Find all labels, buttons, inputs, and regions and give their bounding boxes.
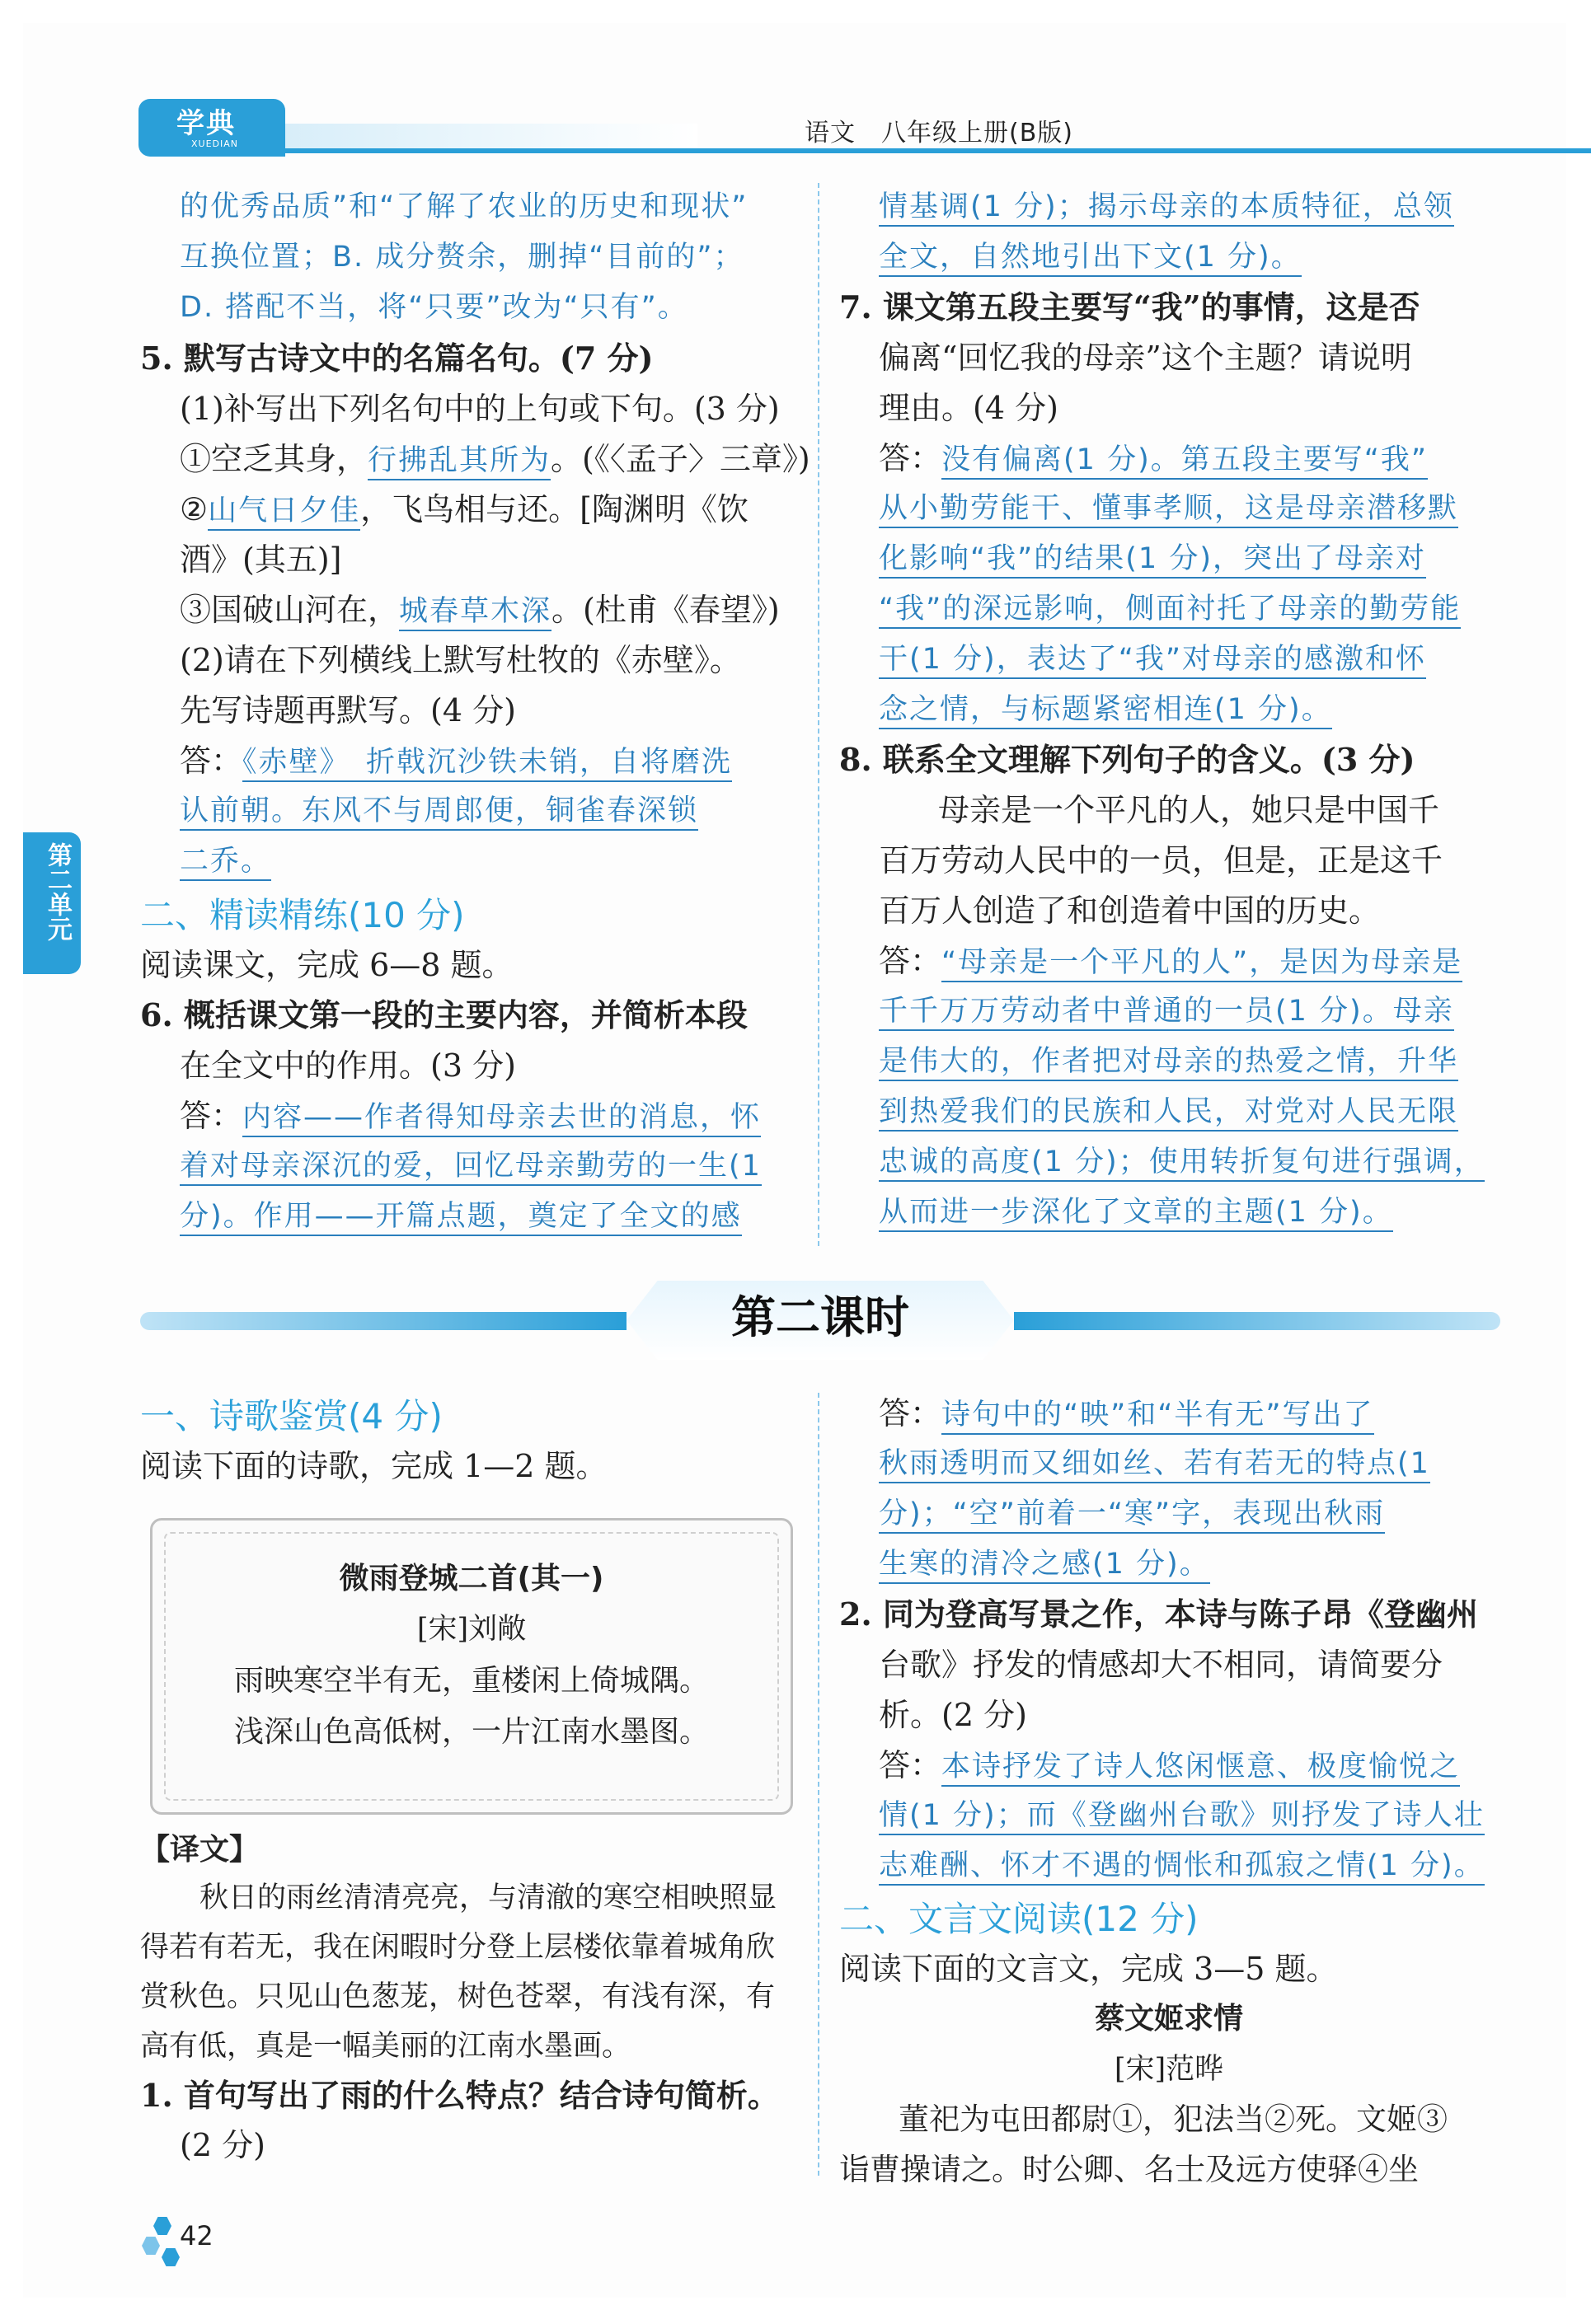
- question-7-stem: 7. 课文第五段主要写“我”的事情，这是否: [839, 288, 1420, 326]
- answer-line: 从而进一步深化了文章的主题(1 分)。: [879, 1192, 1393, 1233]
- answer-line: 干(1 分)，表达了“我”对母亲的感激和怀: [879, 639, 1426, 680]
- translation-line: 秋日的雨丝清清亮亮，与清澈的寒空相映照显: [199, 1881, 777, 1914]
- lesson-banner: [140, 1269, 1500, 1368]
- answer-line: 情基调(1 分)；揭示母亲的本质特征，总领: [879, 186, 1454, 227]
- question-8-stem: 8. 联系全文理解下列句子的含义。(3 分): [839, 741, 1415, 778]
- section-title: 二、文言文阅读(12 分): [839, 1899, 1199, 1939]
- text-author: [宋]范晔: [1114, 2053, 1224, 2086]
- question-5-item-b: ②山气日夕佳，飞鸟相与还。[陶渊明《饮: [180, 489, 749, 530]
- logo-text: 学典: [176, 107, 236, 140]
- section-title: 二、精读精练(10 分): [140, 895, 465, 935]
- question-2-stem-cont: 台歌》抒发的情感却大不相同，请简要分: [879, 1647, 1443, 1683]
- question-1-stem: 1. 首句写出了雨的什么特点？结合诗句简析。: [140, 2077, 779, 2114]
- translation-line: 得若有若无，我在闲暇时分登上层楼依靠着城角欣: [140, 1931, 776, 1964]
- question-5-stem: 5. 默写古诗文中的名篇名句。(7 分): [140, 340, 654, 377]
- fill-answer: 行拂乱其所为: [368, 444, 551, 480]
- column-divider: [818, 1393, 819, 2176]
- answer-line: 全文，自然地引出下文(1 分)。: [879, 237, 1302, 278]
- lesson-title: 第二课时: [731, 1291, 909, 1343]
- answer-line: 秋雨透明而又细如丝、若有若无的特点(1: [879, 1443, 1430, 1484]
- poem-line: 浅深山色高低树，一片江南水墨图。: [233, 1715, 709, 1749]
- answer-line: 念之情，与标题紧密相连(1 分)。: [879, 689, 1332, 730]
- answer-block: 答：本诗抒发了诗人悠闲惬意、极度愉悦之: [879, 1745, 1460, 1786]
- question-6-stem-cont: 在全文中的作用。(3 分): [180, 1047, 516, 1084]
- question-5-item-b-cont: 酒》(其五)]: [180, 541, 342, 578]
- question-5-sub2: (2)请在下列横线上默写杜牧的《赤壁》。: [180, 642, 741, 678]
- answer-line: 情(1 分)；而《登幽州台歌》则抒发了诗人壮: [879, 1795, 1485, 1836]
- question-5-sub2-cont: 先写诗题再默写。(4 分): [180, 692, 516, 729]
- header-band: [285, 124, 697, 148]
- answer-line: 到热爱我们的民族和人民，对党对人民无限: [879, 1091, 1458, 1132]
- translation-label: 【译文】: [140, 1833, 260, 1867]
- text-line: 诣曹操请之。时公卿、名士及远方使驿④坐: [839, 2152, 1419, 2187]
- answer-block: 答：诗句中的“映”和“半有无”写出了: [879, 1393, 1374, 1434]
- section-title: 一、诗歌鉴赏(4 分): [140, 1396, 443, 1436]
- question-7-stem-cont: 偏离“回忆我的母亲”这个主题？请说明: [879, 340, 1412, 376]
- question-5-sub1: (1)补写出下列名句中的上句或下句。(3 分): [180, 391, 780, 427]
- answer-line: 的优秀品质”和“了解了农业的历史和现状”: [180, 190, 749, 223]
- answer-line: 千千万万劳动者中普通的一员(1 分)。母亲: [879, 991, 1454, 1032]
- page-header: [140, 107, 1500, 160]
- answer-line: 志难酬、怀才不遇的惆怅和孤寂之情(1 分)。: [879, 1845, 1485, 1886]
- translation-line: 赏秋色。只见山色葱茏，树色苍翠，有浅有深，有: [140, 1980, 776, 2013]
- answer-line: 生寒的清冷之感(1 分)。: [879, 1544, 1210, 1585]
- question-1-stem-cont: (2 分): [180, 2127, 265, 2163]
- book-title: 语文 八年级上册(B版): [805, 119, 1073, 148]
- answer-line: 着对母亲深沉的爱，回忆母亲勤劳的一生(1: [180, 1146, 762, 1187]
- answer-block: 答：内容——作者得知母亲去世的消息，怀: [180, 1095, 761, 1136]
- section-intro: 阅读课文，完成 6—8 题。: [140, 947, 514, 983]
- unit-label: 第二单元: [43, 842, 72, 941]
- section-intro: 阅读下面的诗歌，完成 1—2 题。: [140, 1448, 608, 1484]
- answer-line: 分)。作用——开篇点题，奠定了全文的感: [180, 1196, 742, 1237]
- answer-line: D. 搭配不当，将“只要”改为“只有”。: [180, 291, 688, 324]
- answer-block: 答：没有偏离(1 分)。第五段主要写“我”: [879, 438, 1428, 479]
- text-title: 蔡文姬求情: [1094, 2002, 1243, 2036]
- quote-line: 百万人创造了和创造着中国的历史。: [879, 893, 1381, 929]
- question-2-stem-cont: 析。(2 分): [879, 1697, 1027, 1733]
- fill-answer: 城春草木深: [399, 595, 551, 631]
- page-number: 42: [180, 2220, 214, 2251]
- translation-line: 高有低，真是一幅美丽的江南水墨画。: [140, 2030, 631, 2063]
- poem-line: 雨映寒空半有无，重楼闲上倚城隅。: [233, 1664, 709, 1698]
- answer-line: 认前朝。东风不与周郎便，铜雀春深锁: [180, 790, 698, 832]
- answer-line: 化影响“我”的结果(1 分)，突出了母亲对: [879, 538, 1426, 579]
- answer-line: 忠诚的高度(1 分)；使用转折复句进行强调，: [879, 1141, 1485, 1183]
- poem-title: 微雨登城二首(其一): [339, 1562, 604, 1595]
- answer-line: 分)；“空”前着一“寒”字，表现出秋雨: [879, 1493, 1385, 1534]
- question-5-item-c: ③国破山河在，城春草木深。(杜甫《春望》): [180, 589, 780, 630]
- answer-line: “我”的深远影响，侧面衬托了母亲的勤劳能: [879, 588, 1461, 630]
- answer-line: 是伟大的，作者把对母亲的热爱之情，升华: [879, 1041, 1458, 1082]
- answer-block: 答：《赤壁》 折戟沉沙铁未销，自将磨洗: [180, 740, 732, 781]
- column-divider: [818, 183, 819, 1246]
- logo-subtext: XUEDIAN: [191, 138, 239, 149]
- poem-box: [150, 1518, 793, 1815]
- quote-line: 百万劳动人民中的一员，但是，正是这千: [879, 842, 1443, 879]
- question-7-stem-cont: 理由。(4 分): [879, 390, 1058, 426]
- answer-block: 答：“母亲是一个平凡的人”，是因为母亲是: [879, 940, 1462, 982]
- section-intro: 阅读下面的文言文，完成 3—5 题。: [839, 1951, 1338, 1987]
- answer-line: 从小勤劳能干、懂事孝顺，这是母亲潜移默: [879, 488, 1458, 529]
- answer-line: 互换位置；B. 成分赘余，删掉“目前的”；: [180, 241, 744, 274]
- unit-side-tab: [23, 832, 81, 974]
- text-line: 董祀为屯田都尉①，犯法当②死。文姬③: [899, 2101, 1448, 2137]
- brand-logo: [138, 99, 285, 157]
- poem-author: [宋]刘敞: [416, 1613, 527, 1646]
- question-5-item-a: ①空乏其身，行拂乱其所为。(《〈孟子〉三章》): [180, 438, 810, 480]
- answer-line: 二乔。: [180, 841, 271, 882]
- question-6-stem: 6. 概括课文第一段的主要内容，并简析本段: [140, 996, 748, 1033]
- fill-answer: 山气日夕佳: [208, 494, 360, 531]
- quote-line: 母亲是一个平凡的人，她只是中国千: [938, 792, 1440, 828]
- header-rule: [285, 148, 1591, 153]
- question-2-stem: 2. 同为登高写景之作，本诗与陈子昂《登幽州: [839, 1595, 1478, 1633]
